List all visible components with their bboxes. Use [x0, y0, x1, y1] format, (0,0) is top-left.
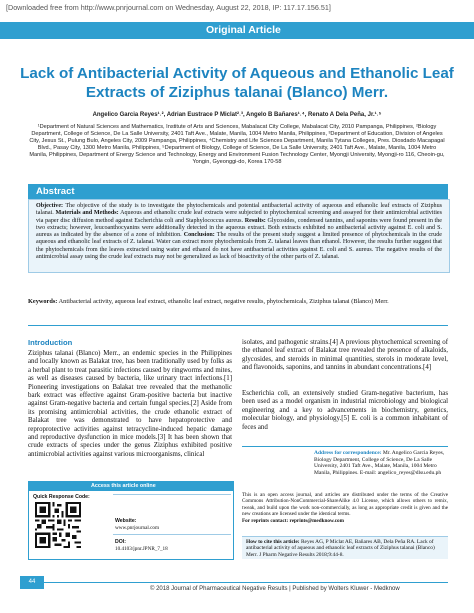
correspondence-block [242, 446, 448, 486]
abstract-heading-bar [28, 184, 448, 199]
introduction-heading: Introduction [28, 338, 73, 347]
correspondence-text [314, 450, 448, 476]
conclusion-label: Conclusion: [183, 232, 215, 239]
affiliations: ¹Department of Natural Sciences and Mathematics, Institute of Arts and Sciences, Mabalacat City College, Mabalacat City, 2010 Pampanga, Philippines, ²Biology Department, College of Science, De La Salle University, 2401 Taft Ave., Malate, Manila, 1004 Metro Manila, Philippines, ³Department of Education, Division of Angeles City, Jesus St., Pulung Bulo, Angeles City, 2009 Pampanga, Philippines, ⁴Chemistry and Life Sciences Department, Manila Tytana Colleges, Pres. Diosdado Macapagal Blvd., Pasay City, 1300 Metro Manila, Philippines, ⁵Department of Biology, College of Science, De La Salle University, 2401 Taft Ave., Malate, Manila, 1004 Metro Manila, Philippines, Department of Energy Science and Technology, Energy and Environment Fusion Technology Center, Myongji University, Myongji-ro 116, Cheoin-gu, Yongin, Gyeonggi-do, Korea 170-58 [29, 124, 445, 165]
page-number: 44 [20, 576, 44, 589]
intro-column-1 [28, 350, 232, 459]
cite-label: How to cite this article: [246, 539, 300, 545]
objective-text: The objective of the study is to investigate the phytochemicals and potential antibacterial activity of aqueous and ethanolic leaf extracts of Ziziphus talanai. [36, 203, 442, 217]
intro-column-2-top [242, 339, 448, 373]
footer-divider [44, 582, 448, 583]
reprints-line: For reprints contact: reprints@medknow.com [242, 517, 344, 524]
objective-label: Objective: [36, 203, 64, 209]
doi-link[interactable]: 10.4103/jpnr.JPNR_7_18 [115, 546, 168, 552]
intro-paragraph-3: Escherichia coli, an extensively studied Gram-negative bacterium, has been used as a model organism in industrial microbiology and biological engineering and a key to advancements in biochemistry, genetics, molecular biology, and physiology.[5] E. coli is a common inhabitant of feces and [242, 390, 448, 431]
qr-label: Quick Response Code: [33, 494, 90, 500]
intro-column-2-bottom [242, 390, 448, 432]
footer-text: © 2018 Journal of Pharmaceutical Negative Results | Published by Wolters Kluwer - Medknow [150, 586, 400, 592]
authors: Angelico Garcia Reyes¹˒², Adrian Eustrace P Miclat²˒³, Angelo B Bañares¹˒⁴, Renato A Dela Peña, Jr.¹˒⁵ [92, 112, 382, 118]
correspondence-address: Mr. Angelico Garcia Reyes, Biology Department, College of Science, De La Salle University, 2401 Taft Ave., Malate, Manila, 1004 Metro Manila, Philippines. E-mail: angelico_reyes@dlsu.edu.ph [314, 450, 445, 476]
access-heading-bar [29, 482, 233, 491]
cite-box [242, 536, 448, 559]
article-type: Original Article [206, 24, 281, 36]
article-type-banner [0, 22, 474, 39]
download-line: [Downloaded free from http://www.pnrjournal.com on Wednesday, August 22, 2018, IP: 117.17.156.51] [6, 3, 331, 12]
conclusion-text: The results of the present study suggest a limited presence of phytochemicals in the crude aqueous and ethanolic leaf extracts of Z. talanai. Water can extract more phytochemicals from Z. talanai leaves than ethanol. However, the results further suggest that the phytochemicals from the leaves extracted using water and ethanol do not have antibacterial activities against E. coli and S. aureus. The negative results of the antimicrobial assay using the crude leaf extracts may not be generalized as lack of bioactivity of the other parts of Z. talanai. [36, 232, 442, 261]
access-article-box [28, 481, 234, 560]
methods-label: Materials and Methods: [55, 210, 119, 217]
section-divider [28, 325, 448, 326]
results-text: Glycosides, condensed tannins, and saponins were found present in the two extracts; however, leucoanthocyanins were additionally detected in the aqueous extract. Both extracts exhibited no antibacterial activity against E. coli and S. aureus as indicated by the absence of a zone of inhibition. [36, 217, 442, 239]
keywords [28, 298, 448, 306]
correspondence-label: Address for correspondence: [314, 450, 382, 456]
intro-paragraph-1: Ziziphus talanai (Blanco) Merr., an endemic species in the Philippines and locally known as Balakat tree, has been traditionally used by folks as a herbal plant to treat parasitic infections caused by ringworms and mites, as well as diseases caused by bacteria, like urinary tract infections.[1] Pioneering investigations on Balakat tree revealed that the methanolic bark extract was effective against Gram-positive bacteria but inactive against Gram-negative bacteria and certain fungal species.[2] Aside from its promising antimicrobial activities, the crude ethanolic extract of Balakat tree was demonstrated to have hepatoprotective and reproprotective activities against tetracycline-induced hepatic damage and reproductive dysfunction in mice models.[3] It has been shown that crude extracts of species under the genus Ziziphus exhibited positive antimicrobial activities against various microorganisms, clinical [28, 350, 232, 458]
cite-body: Reyes AG, P Miclat AE, Bañares AB, Dela Peña RA. Lack of antibacterial activity of aqueous and ethanolic leaf extracts of Ziziphus talanai (Blanco) Merr. J Pharm Negative Results 2018;9:44-8. [246, 539, 435, 558]
doi-label: DOI: [115, 539, 126, 545]
methods-text: Aqueous and ethanolic crude leaf extracts were subjected to phytochemical screening and assayed for their antimicrobial activities via paper disc diffusion method against Escherichia coli and Staphylococcus aureus. [36, 210, 443, 224]
article-title: Lack of Antibacterial Activity of Aqueous and Ethanolic Leaf Extracts of Ziziphus talanai (Blanco) Merr. [20, 65, 454, 101]
website-label: Website: [115, 518, 137, 524]
qr-code-icon [35, 502, 81, 548]
correspondence-divider [242, 446, 448, 447]
results-label: Results: [244, 217, 266, 224]
keywords-text: Antibacterial activity, aqueous leaf extract, ethanolic leaf extract, negative results, phytochemicals, Ziziphus talanai (Blanco) Merr. [58, 298, 389, 305]
intro-paragraph-2: isolates, and pathogenic strains.[4] A previous phytochemical screening of the ethanol leaf extract of Balakat tree revealed the presence of alkaloids, glycosides, and steroids in minimal quantities, sterols in moderate level, and flavonoids, saponins, and tannins in abundant concentrations.[4] [242, 339, 448, 372]
cite-text [246, 539, 444, 558]
access-divider [113, 494, 231, 495]
abstract-heading: Abstract [36, 186, 75, 197]
keywords-label: Keywords: [28, 298, 58, 305]
license-body: This is an open access journal, and articles are distributed under the terms of the Creative Commons Attribution-NonCommercial-ShareAlike 4.0 License, which allows others to remix, tweak, and build upon the work non-commercially, as long as appropriate credit is given and the new creations are licensed under the identical terms. [242, 492, 448, 518]
access-heading: Access this article online [91, 483, 156, 489]
license-text [242, 492, 448, 524]
abstract-text [36, 203, 442, 261]
access-divider [113, 534, 231, 535]
website-link[interactable]: www.pnrjournal.com [115, 525, 160, 531]
